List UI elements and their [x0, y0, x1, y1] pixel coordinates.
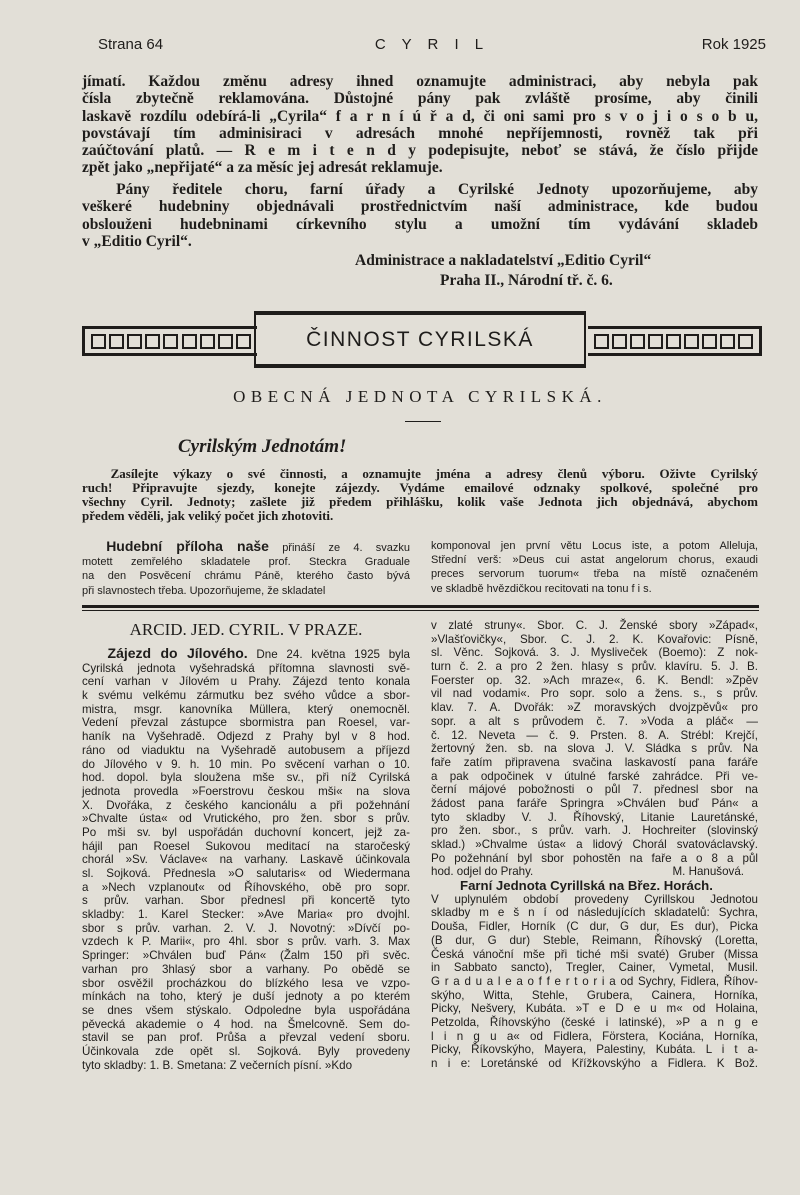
text-line: sl. Věnc. Sojková. 3. J. Mysliveček (Boemo): Z nok-: [431, 646, 758, 660]
prague-heading: ARCID. JED. CYRIL. V PRAZE.: [129, 620, 363, 639]
text-line: hájil pan Roesel Sukovou meditací na staročeský: [82, 839, 410, 853]
text-line: hod. dopol. byla sloužena mše sv., při níž Cyrilská: [82, 771, 410, 785]
text-line: ráno od viaduktu na Vyšehradě autobusem a příjezd: [82, 743, 410, 757]
text-line: Springer: »Chválen buď Pán« (Žalm 150 při svěc.: [82, 949, 410, 963]
text-line: Po mši sv. byl uspořádán duchovní koncert, jejž za-: [82, 825, 410, 839]
text-line: obslouženi hudebninami církevního stylu a umožní tím vydávání skladeb: [82, 215, 758, 233]
text-line: haník na Vyšehradě. Odjezd z Prahy byl v 8 hod.: [82, 730, 410, 744]
text-line: čísla zbytečně reklamována. Důstojné pány pak zvláště prosíme, aby činili: [82, 90, 758, 108]
text-line: mínkách na toho, který je duší jednoty a po kterém: [82, 990, 410, 1004]
text-line: varhan pro 3hlasý sbor a varhany. Po obědě se: [82, 962, 410, 976]
text-line: »Chvalte ústa« od Vrutického, pro žen. sbor s prův.: [82, 812, 410, 826]
text-line: všechny Cyril. Jednoty; zašlete již předem přihlášku, kolik vaše Jednota jich objednává, abychom: [82, 494, 758, 510]
text-line: pěvecká akademie o 4 hod. na Šmelcovně. Sem do-: [82, 1017, 410, 1031]
run-in-heading: Zájezd do Jílového.: [107, 645, 248, 661]
year: Rok 1925: [701, 36, 766, 53]
text-line: Picky, Nešvery, Kubáta. »T e D e u m« od Holaina,: [431, 1002, 758, 1016]
text-line: motett zemřelého skladatele prof. Steckra Graduale: [82, 556, 410, 569]
closing-line: hod. odjel do Prahy.: [431, 865, 534, 879]
appeal-paragraph: [82, 467, 758, 523]
text-line: X. Dvořáka, z českého kancionálu a při požehnání: [82, 798, 410, 812]
text-line: stavil se pan prof. Průša a převzal vedení sboru.: [82, 1031, 410, 1045]
report-closing: [431, 865, 758, 879]
running-header: [98, 36, 766, 56]
text-line: č. 12. Neveta — č. 9. Prsten. 8. A. Strébl: Krejčí,: [431, 728, 758, 742]
text-line: Petzolda, Říhovskýho (české i latinské), »P a n g e: [431, 1015, 758, 1029]
text-line: v „Editio Cyril“.: [82, 232, 192, 250]
music-supplement-left: [82, 539, 410, 598]
banner-ornament-right: [588, 326, 762, 356]
text-line: skýho, Witta, Stehle, Grubera, Cainera, Horníka,: [431, 988, 758, 1002]
text-line: žádost pana faráře Springra »Chválen buď Pán« a: [431, 796, 758, 810]
text-line: Pány ředitele choru, farní úřady a Cyrilské Jednoty upozorňujeme, aby: [116, 181, 758, 198]
line-text: Dne 24. května 1925 byla: [247, 648, 410, 661]
text-line: preces servorum tuorum« třeba na místě označeném: [431, 568, 758, 581]
text-line: faře zatím připravena svačina laskavostí pana faráře: [431, 755, 758, 769]
text-line: tyto skladby: 1. B. Smetana: Z večerních písní. »Kdo: [82, 1058, 353, 1072]
text-line: tyto skladby V. J. Říhovský, Litanie Lauretánské,: [431, 810, 758, 824]
text-line: chorál »Sv. Václave« na varhany. Laskavě účinkovala: [82, 853, 410, 867]
text-line: vzdech k P. Marii«, pro 4hl. sbor s prův. varh. 3. Max: [82, 935, 410, 949]
banner-ornament-left: [82, 326, 257, 356]
text-line: G r a d u a l e a o f f e r t o r i a od Sychry, Fidlera, Říhov-: [431, 974, 758, 988]
text-line: zpět jako „nepřijaté“ a za měsíc jej adresát reklamuje.: [82, 159, 443, 177]
run-in-heading: Hudební příloha naše: [106, 538, 269, 554]
text-line: Střední verš: »Deus cui astat angelorum chorus, exaudi: [431, 554, 758, 567]
brezove-hory-report: [431, 893, 758, 1071]
text-line: a »Nech vzplanout« od Říhovského, obě pro sopr.: [82, 880, 410, 894]
text-line: »Vlašťovičky«, Sbor. C. J. 2. K. Kovařovic: Písně,: [431, 632, 758, 646]
text-line: Po požehnání byl sbor pohostěn na faře a o 8 a půl: [431, 851, 758, 865]
text-line: jednota provedla »Foerstrovu českou mši« na slova: [82, 784, 410, 798]
text-line: vil nad vodami«. Pro sopr. solo a žens. s., s prův.: [431, 687, 758, 701]
right-column: [431, 619, 758, 1071]
text-line: se dnes všem stýskalo. Odpoledne byla uspořádána: [82, 1003, 410, 1017]
text-line: Foerster op. 32. »Ach mraze«, 6. K. Bendl: »Zpěv: [431, 673, 758, 687]
section-subtitle: OBECNÁ JEDNOTA CYRILSKÁ.: [233, 387, 607, 406]
text-line: žertovný žen. sb. na slova J. V. Sládka s prův. Na: [431, 742, 758, 756]
journal-title: C Y R I L: [374, 36, 490, 53]
text-line: [82, 647, 410, 662]
text-line: Picky, Říkovskýho, Mayera, Palestiny, Kubáta. L i t a-: [431, 1043, 758, 1057]
double-rule: [82, 605, 759, 608]
line-text: přináší ze 4. svazku: [268, 542, 410, 554]
text-line: v zlaté struny«. Sbor. C. J. Ženské sbory »Západ«,: [431, 619, 758, 632]
text-line: předem věděli, jak veliký počet jich zhotoviti.: [82, 508, 334, 524]
text-line: jímatí. Každou změnu adresy ihned oznamujte administraci, aby nebyla pak: [82, 73, 758, 90]
divider: [405, 421, 441, 422]
notice-paragraph-2: [82, 181, 758, 250]
text-line: a pak odpočinek v útulné farské zahrádce. Při ve-: [431, 769, 758, 783]
text-line: turn č. 2. a pro 2 žen. hlasy s prův. klavíru. 5. J. B.: [431, 660, 758, 674]
prague-report-right: [431, 619, 758, 865]
double-rule-thin: [82, 610, 759, 611]
text-line: V uplynulém období provedeny Cyrillskou Jednotou: [431, 892, 758, 906]
appeal-title: Cyrilským Jednotám!: [178, 436, 347, 457]
text-line: na den Posvěcení chrámu Páně, kterého často bývá: [82, 570, 410, 583]
text-line: skladby: 1. Karel Stecker: »Ave Maria« pro dvojhl.: [82, 908, 410, 922]
text-line: sklad.) »Chvalme ústa« a lidový Chorál svatováclavský.: [431, 838, 758, 851]
text-line: skladby m e š n í od následujících skladatelů: Sychra,: [431, 906, 758, 920]
text-line: Česká vánoční mše při tiché mši svaté) Gruber (Missa: [431, 947, 758, 961]
text-line: Účinkovala zde opět sl. Sojková. Byly provedeny: [82, 1044, 410, 1058]
report-author: M. Hanušová.: [672, 865, 744, 879]
text-line: l i n g u a« od Fidlera, Förstera, Kociána, Horníka,: [431, 1029, 758, 1043]
notice-paragraph-1: [82, 73, 758, 177]
text-line: ruch! Připravujte sjezdy, konejte zájezdy. Vydáme emailové odznaky spolkové, společné pro: [82, 480, 758, 496]
text-line: komponoval jen první větu Locus iste, a potom Alleluja,: [431, 540, 758, 552]
text-line: do Jílového v 9. h. 10 min. Po svěcení varhan o 10.: [82, 757, 410, 771]
text-line: k svému velkému zármutku bez svého vůdce a sbor-: [82, 689, 410, 703]
text-line: sl. Sojková. Přednesla »O salutaris« od Wiedermana: [82, 867, 410, 880]
text-line: [82, 539, 410, 555]
text-line: Cyrilská jednota vyšehradská přítomna slavnosti svě-: [82, 661, 410, 675]
text-line: laskavě rozdílu odebírá-li „Cyrila“ f a r n í ú ř a d, či oni sami pro s v o j i o s o b u,: [82, 107, 758, 125]
text-line: klav. 7. A. Dvořák: »Z moravských dvojzpěvů« pro: [431, 701, 758, 715]
text-line: mistra, msgr. kanovníka Müllera, který onemocněl.: [82, 702, 410, 716]
prague-report-left: [82, 647, 410, 1072]
text-line: (B dur, G dur) Steble, Reimann, Říhovský (Loretta,: [431, 933, 758, 947]
page-number: Strana 64: [98, 36, 164, 53]
text-line: s prův. varhan. Sbor přednesl při koncertě tyto: [82, 894, 410, 908]
text-line: Vedení převzal zástupce sbormistra pan Roesel, var-: [82, 716, 410, 730]
text-line: pro žen. sbor., s prův. varh. J. Hochreiter (slovinský: [431, 824, 758, 838]
text-line: in Sabbato sancto), Tregler, Cainer, Vymetal, Musil.: [431, 961, 758, 975]
text-line: ve skladbě hvězdičkou recitovati na tonu f i s.: [431, 582, 652, 595]
text-line: sbor osvěžil procházkou do blízkého lesa ve vzpo-: [82, 976, 410, 990]
signature-address: Praha II., Národní tř. č. 6.: [440, 272, 613, 289]
signature-publisher: Administrace a nakladatelství „Editio Cyril“: [355, 252, 652, 269]
brezove-hory-heading: Farní Jednota Cyrillská na Břez. Horách.: [460, 878, 713, 894]
music-supplement-right: [431, 539, 758, 596]
text-line: cení varhan v Jílovém u Prahy. Zájezd tento konala: [82, 675, 410, 689]
text-line: sbor s prův. varhan. 2. V. J. Novotný: »Dívčí po-: [82, 921, 410, 935]
text-line: povstávají tím adminisiraci v adresách mnohé nepříjemnosti, rovněž tak při: [82, 124, 758, 142]
text-line: Zasílejte výkazy o své činnosti, a oznamujte jména a adresy členů výboru. Oživte Cyrilský: [110, 466, 758, 481]
section-banner: [254, 311, 586, 368]
text-line: veškeré hudebniny objednávali prostřednictvím naší administrace, kde budou: [82, 198, 758, 216]
text-line: při slavnostech třeba. Upozorňujeme, že skladatel: [82, 584, 326, 597]
text-line: n i e: Loretánské od Křížkovskýho a Fidlera. K Bož.: [431, 1057, 758, 1070]
text-line: černí májové pobožnosti o půl 7. přednesl sbor na: [431, 783, 758, 797]
text-line: Douša, Fidler, Horník (C dur, G dur, Es dur), Picka: [431, 920, 758, 934]
text-line: zaúčtování platů. — R e m i t e n d y podepisujte, neboť se stává, že číslo přijde: [82, 142, 758, 160]
section-banner-title: ČINNOST CYRILSKÁ: [306, 327, 534, 351]
text-line: sopr. a alt s průvodem č. 7. »Voda a pláč« —: [431, 714, 758, 728]
